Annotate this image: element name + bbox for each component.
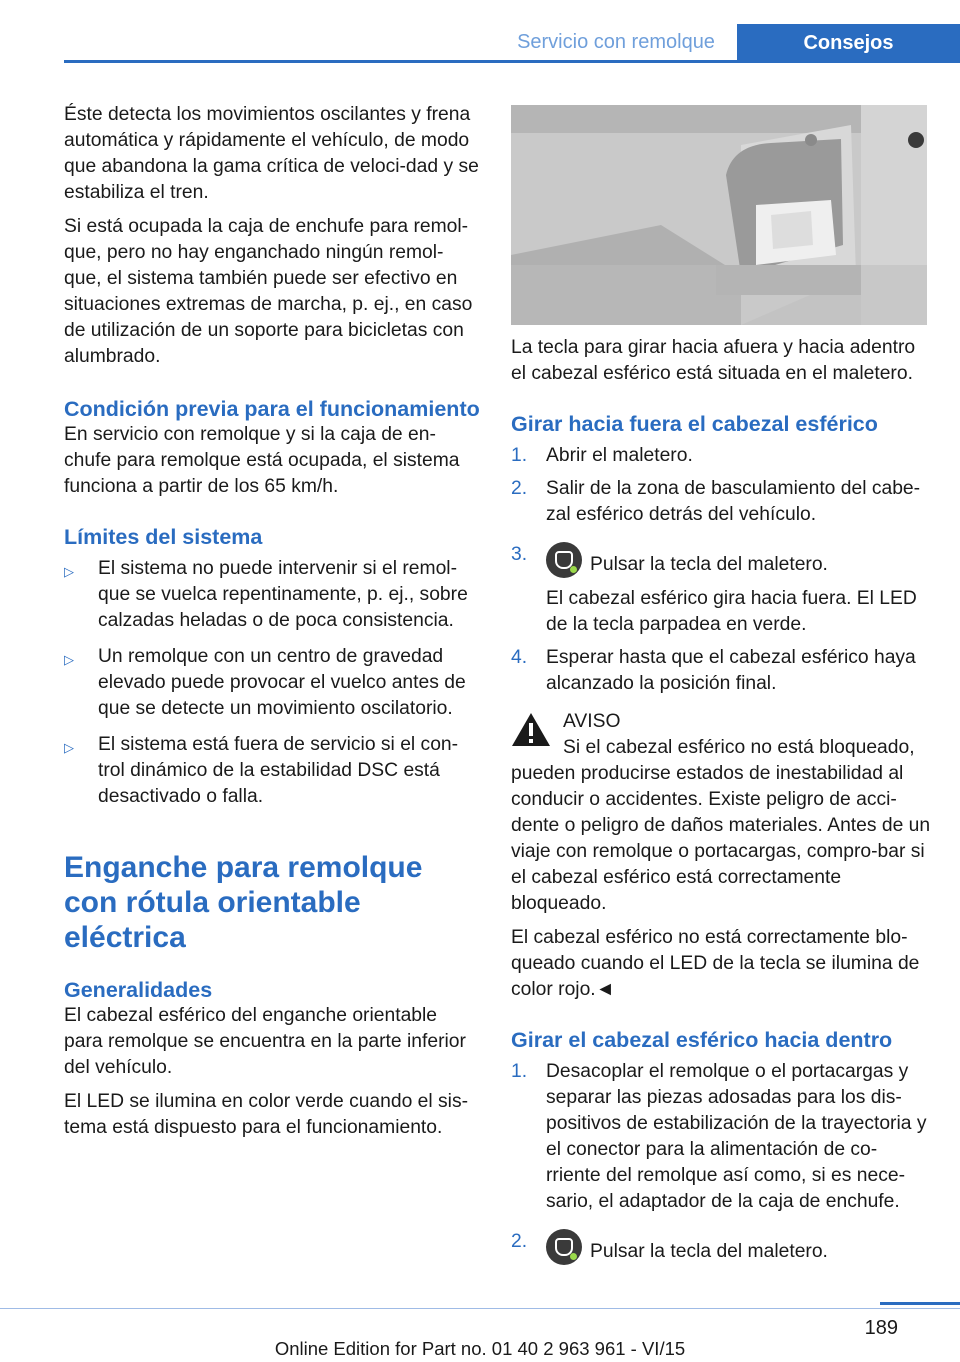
list-item: 2. Pulsar la tecla del maletero. — [511, 1229, 931, 1265]
paragraph: Si está ocupada la caja de enchufe para remol‐que, pero no hay enganchado ningún remol‐que, el sistema también puede ser efectivo en situaciones extremas de marcha, p. ej., en caso de utilización de un soporte para bicicletas con alumbrado. — [64, 216, 473, 367]
footer-rule — [0, 1308, 960, 1309]
paragraph: En servicio con remolque y si la caja de en‐chufe para remolque está ocupada, el sistema funciona a partir de los 65 km/h. — [64, 424, 460, 497]
limits-list — [64, 556, 480, 810]
page-number-rule — [880, 1302, 960, 1305]
section-heading-dentro: Girar el cabezal esférico hacia dentro — [511, 1028, 893, 1052]
list-item: 1. Abrir el maletero. — [511, 445, 693, 466]
trunk-compartment-illustration — [511, 105, 927, 325]
page-number: 189 — [864, 1317, 898, 1339]
section-heading-condicion: Condición previa para el funcionamiento — [64, 397, 480, 421]
header-active-tab: Consejos — [737, 24, 960, 62]
section-heading-fuera: Girar hacia fuera el cabezal esférico — [511, 412, 878, 436]
photo-caption: La tecla para girar hacia afuera y hacia adentro el cabezal esférico está situada en el maletero. — [511, 337, 916, 384]
list-item: 1. Desacoplar el remolque o el portacargas y separar las piezas adosadas para los dis‐positivos de estabilización de la trayectoria y el conector para la alimentación de co‐rriente del remolque así como, si es nece‐sario, el adaptador de la caja de enchufe. — [511, 1061, 927, 1212]
triangle-bullet-icon: ▷ — [64, 740, 74, 755]
trailer-hitch-button-icon — [546, 542, 582, 578]
edition-footer: Online Edition for Part no. 01 40 2 963 961 - VI/15 — [274, 1338, 686, 1359]
list-item: ▷ El sistema no puede intervenir si el remol‐que se vuelca repentinamente, p. ej., sobre calzadas heladas o de poca consistencia. — [64, 558, 468, 631]
trunk-photo — [511, 105, 927, 325]
section-heading-generalidades: Generalidades — [64, 978, 213, 1002]
warning-box — [511, 709, 931, 917]
steps-dentro-list — [511, 1059, 931, 1265]
section-heading-limites: Límites del sistema — [64, 525, 263, 549]
list-item: 2. Salir de la zona de basculamiento del cabe‐zal esférico detrás del vehículo. — [511, 478, 921, 525]
triangle-bullet-icon: ▷ — [64, 652, 74, 667]
header-section-tab: Servicio con remolque — [517, 31, 715, 53]
chapter-heading: Enganche para remolque con rótula orientable eléctrica — [64, 851, 423, 954]
steps-fuera-list — [511, 443, 931, 697]
list-item: ▷ Un remolque con un centro de gravedad elevado puede provocar el vuelco antes de que se detecte un movimiento oscilatorio. — [64, 646, 466, 719]
paragraph: El cabezal esférico del enganche orientable para remolque se encuentra en la parte inferior del vehículo. — [64, 1005, 466, 1078]
left-column — [64, 102, 480, 1149]
right-column — [511, 335, 931, 1272]
paragraph: El LED se ilumina en color verde cuando el sis‐tema está dispuesto para el funcionamiento. — [64, 1091, 469, 1138]
warning-triangle-icon — [511, 711, 551, 747]
trailer-hitch-button-icon — [546, 1229, 582, 1265]
list-item: 4. Esperar hasta que el cabezal esférico haya alcanzado la posición final. — [511, 647, 916, 694]
paragraph: Éste detecta los movimientos oscilantes y frena automática y rápidamente el vehículo, de modo que abandona la gama crítica de veloci‐dad y se estabiliza el tren. — [64, 104, 479, 203]
list-item: 3. Pulsar la tecla del maletero. El cabezal esférico gira hacia fuera. El LED de la tecla parpadea en verde. — [511, 544, 917, 635]
paragraph: El cabezal esférico no está correctamente blo‐queado cuando el LED de la tecla se ilumina de color rojo.◄ — [511, 927, 920, 1000]
warning-title: AVISO — [563, 711, 621, 732]
warning-text: Si el cabezal esférico no está bloqueado, pueden producirse estados de inestabilidad al conducir o accidentes. Existe peligro de acci‐dente o peligro de daños materiales. Antes de un viaje con remolque o portacargas, compro‐bar si el cabezal esférico está correctamente bloqueado. — [511, 737, 931, 914]
list-item: ▷ El sistema está fuera de servicio si el con‐trol dinámico de la estabilidad DSC está desactivado o falla. — [64, 734, 459, 807]
triangle-bullet-icon: ▷ — [64, 564, 74, 579]
header-rule — [64, 60, 960, 63]
